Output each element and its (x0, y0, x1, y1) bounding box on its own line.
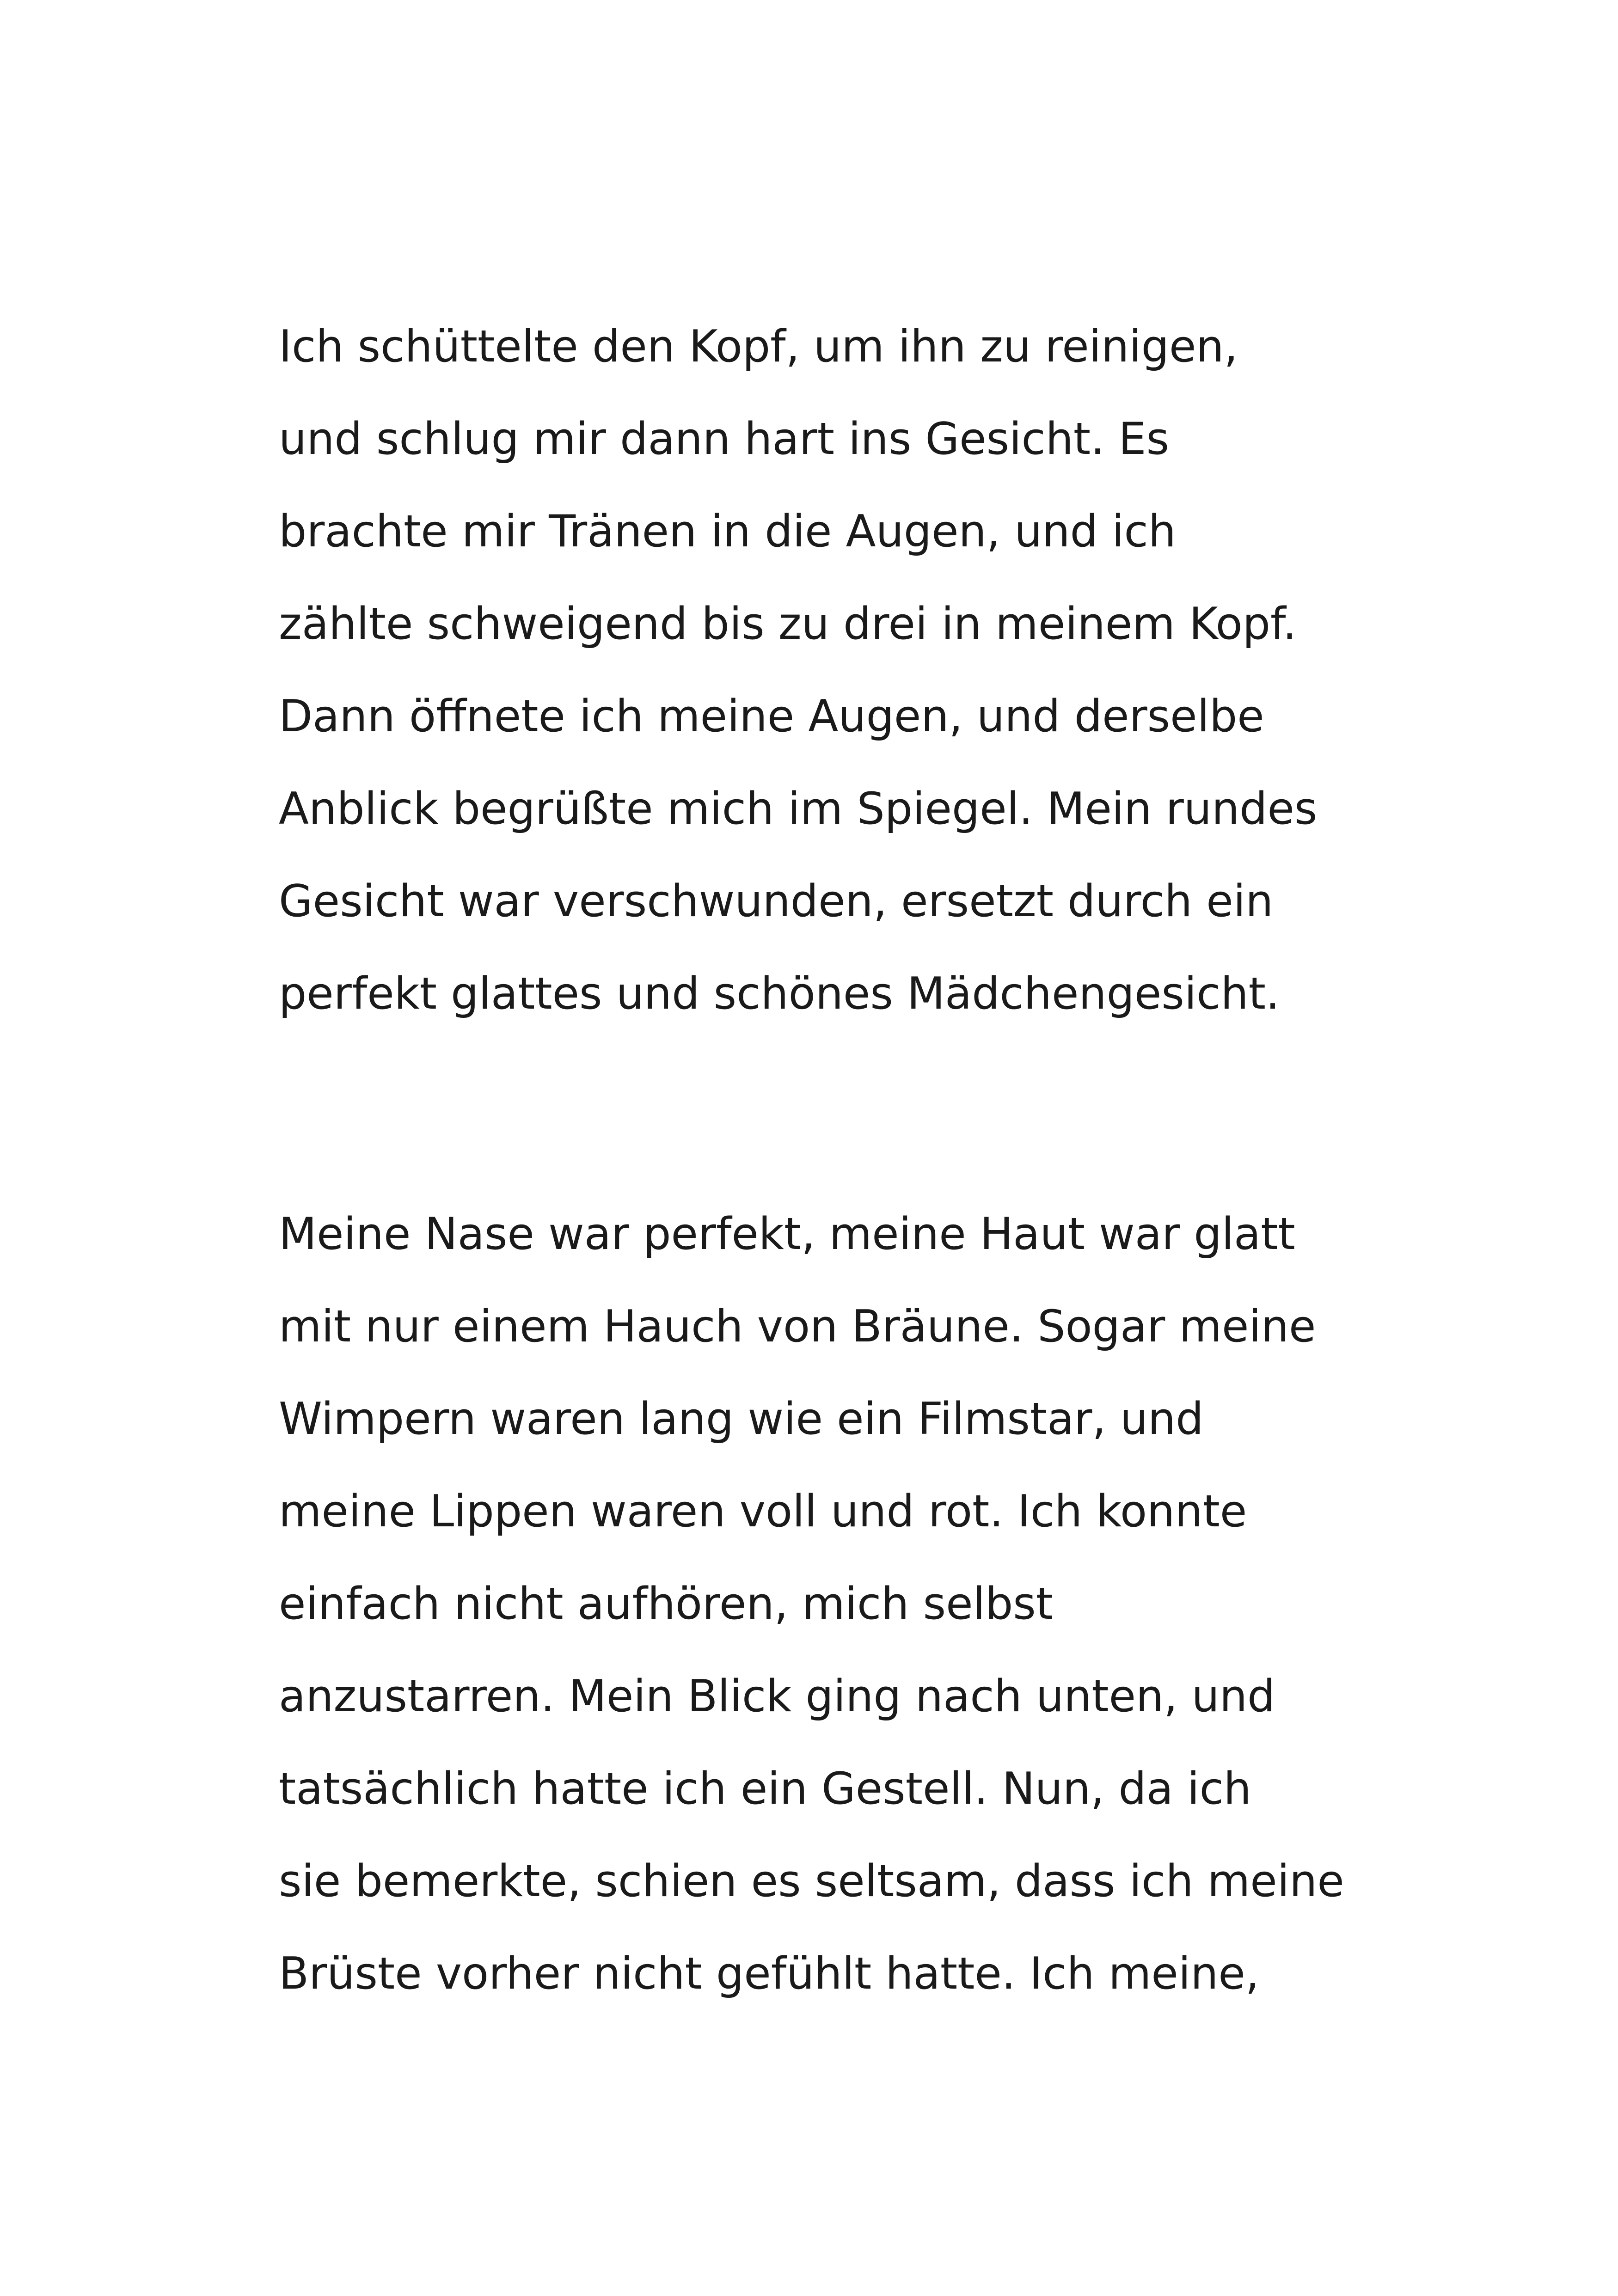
text-line: meine Lippen waren voll und rot. Ich konnte (279, 1486, 1247, 1537)
text-line: Wimpern waren lang wie ein Filmstar, und (279, 1394, 1204, 1445)
text-line: Meine Nase war perfekt, meine Haut war glatt (279, 1209, 1295, 1260)
text-line: Anblick begrüßte mich im Spiegel. Mein rundes (279, 784, 1318, 834)
text-line: perfekt glattes und schönes Mädchengesicht. (279, 968, 1280, 1019)
text-line: brachte mir Tränen in die Augen, und ich (279, 506, 1176, 557)
text-line: Ich schüttelte den Kopf, um ihn zu reinigen, (279, 321, 1238, 372)
text-line: Brüste vorher nicht gefühlt hatte. Ich meine, (279, 1948, 1260, 1999)
text-line: tatsächlich hatte ich ein Gestell. Nun, da ich (279, 1763, 1252, 1814)
text-line: einfach nicht aufhören, mich selbst (279, 1579, 1054, 1629)
text-line: mit nur einem Hauch von Bräune. Sogar meine (279, 1301, 1316, 1352)
text-line: sie bemerkte, schien es seltsam, dass ich meine (279, 1856, 1344, 1907)
text-line: zählte schweigend bis zu drei in meinem Kopf. (279, 599, 1297, 649)
text-line: Dann öffnete ich meine Augen, und derselbe (279, 691, 1264, 742)
text-line: anzustarren. Mein Blick ging nach unten, und (279, 1671, 1275, 1722)
text-line: Gesicht war verschwunden, ersetzt durch ein (279, 876, 1274, 927)
text-line: und schlug mir dann hart ins Gesicht. Es (279, 414, 1170, 465)
